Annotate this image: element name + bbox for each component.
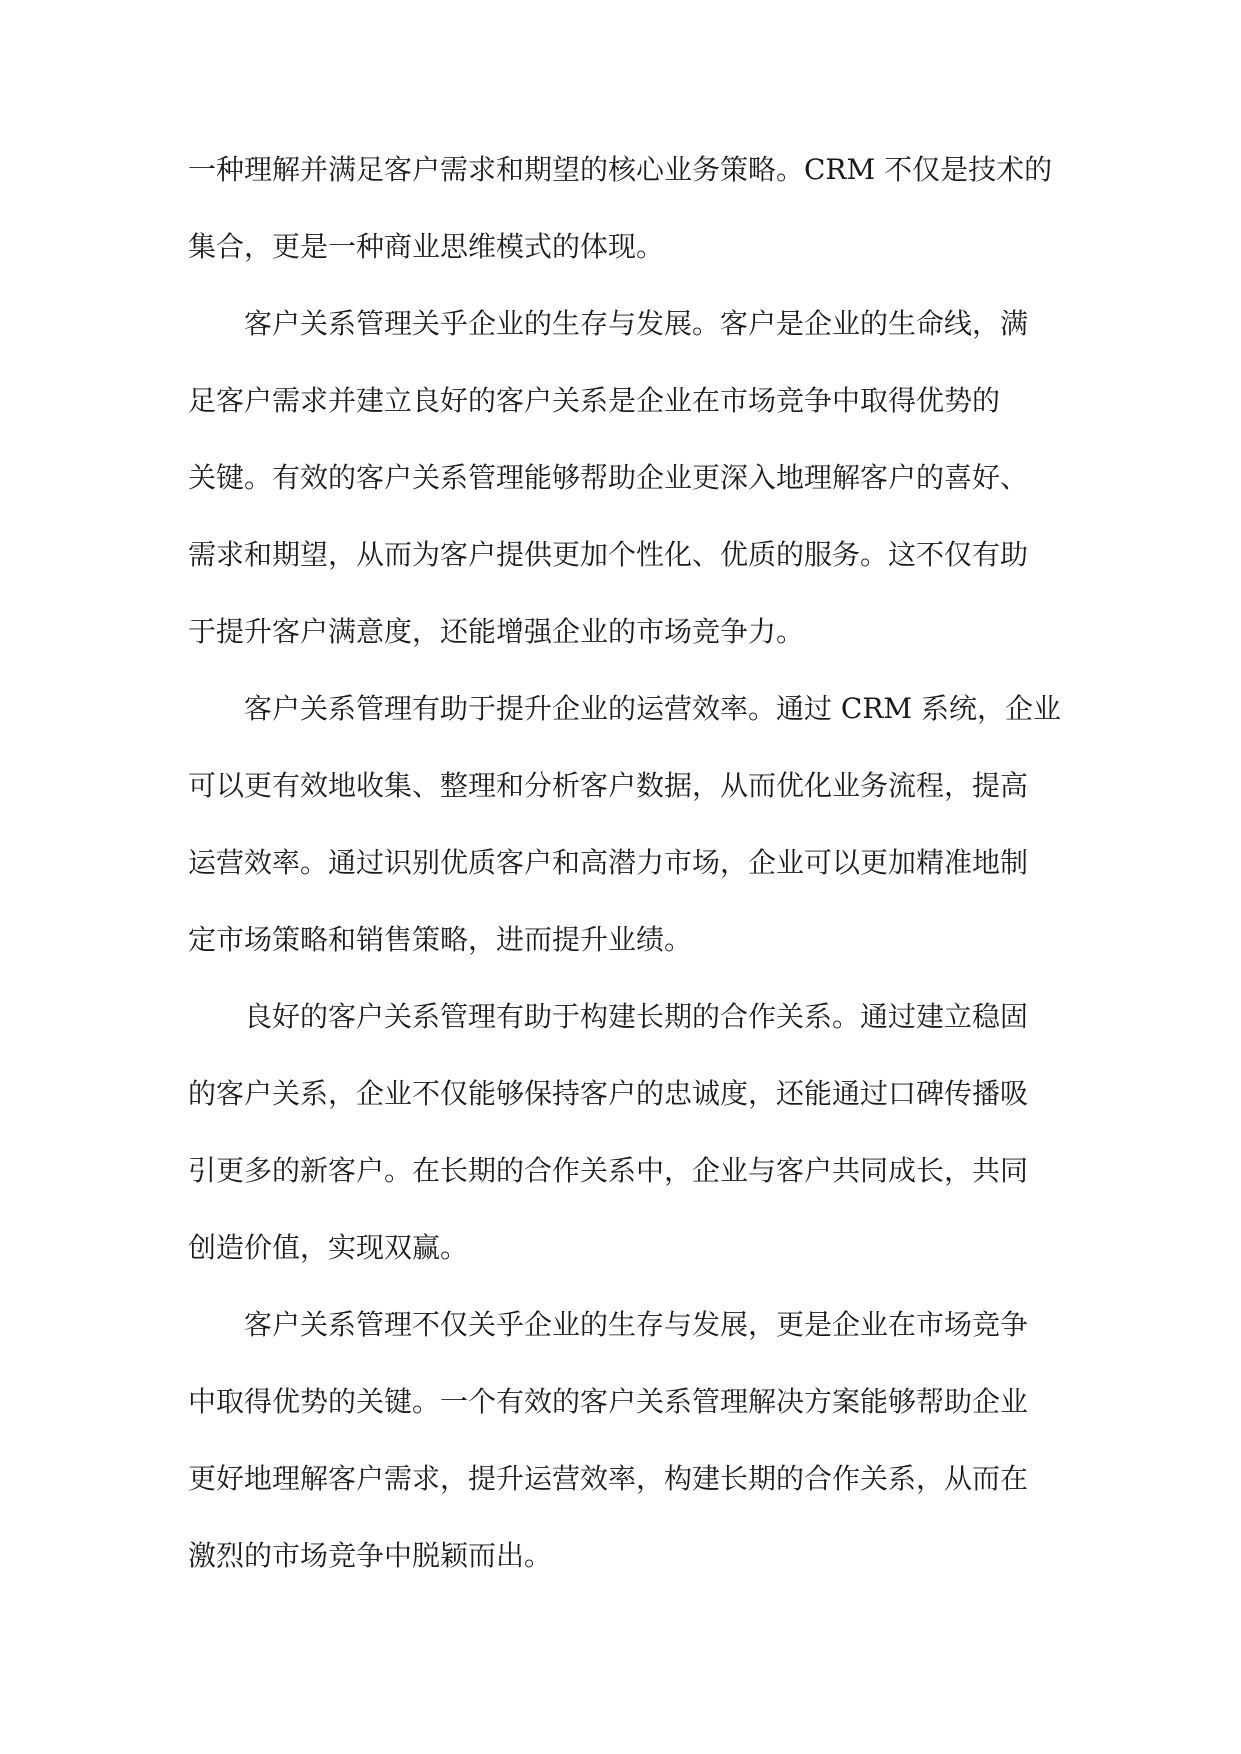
text-line: 的客户关系，企业不仅能够保持客户的忠诚度，还能通过口碑传播吸	[188, 1077, 1029, 1110]
text-line: 中取得优势的关键。一个有效的客户关系管理解决方案能够帮助企业	[188, 1385, 1029, 1418]
text-line: 集合，更是一种商业思维模式的体现。	[188, 230, 665, 263]
paragraph-first-line: 客户关系管理有助于提升企业的运营效率。通过 CRM 系统，企业	[244, 692, 1061, 725]
text-line: 足客户需求并建立良好的客户关系是企业在市场竞争中取得优势的	[188, 384, 1001, 417]
paragraph-first-line: 客户关系管理不仅关乎企业的生存与发展，更是企业在市场竞争	[244, 1308, 1029, 1341]
text-line: 创造价值，实现双赢。	[188, 1231, 469, 1264]
text-line: 引更多的新客户。在长期的合作关系中，企业与客户共同成长，共同	[188, 1154, 1029, 1187]
text-line: 关键。有效的客户关系管理能够帮助企业更深入地理解客户的喜好、	[188, 461, 1029, 494]
paragraph-first-line: 良好的客户关系管理有助于构建长期的合作关系。通过建立稳固	[244, 1000, 1029, 1033]
text-line: 更好地理解客户需求，提升运营效率，构建长期的合作关系，从而在	[188, 1462, 1029, 1495]
text-line: 一种理解并满足客户需求和期望的核心业务策略。CRM 不仅是技术的	[188, 153, 1053, 186]
text-line: 可以更有效地收集、整理和分析客户数据，从而优化业务流程，提高	[188, 769, 1029, 802]
text-line: 激烈的市场竞争中脱颖而出。	[188, 1539, 553, 1572]
paragraph-first-line: 客户关系管理关乎企业的生存与发展。客户是企业的生命线，满	[244, 307, 1029, 340]
text-line: 于提升客户满意度，还能增强企业的市场竞争力。	[188, 615, 805, 648]
body-text	[188, 142, 1068, 1605]
text-line: 定市场策略和销售策略，进而提升业绩。	[188, 923, 693, 956]
text-line: 需求和期望，从而为客户提供更加个性化、优质的服务。这不仅有助	[188, 538, 1029, 571]
text-line: 运营效率。通过识别优质客户和高潜力市场，企业可以更加精准地制	[188, 846, 1029, 879]
